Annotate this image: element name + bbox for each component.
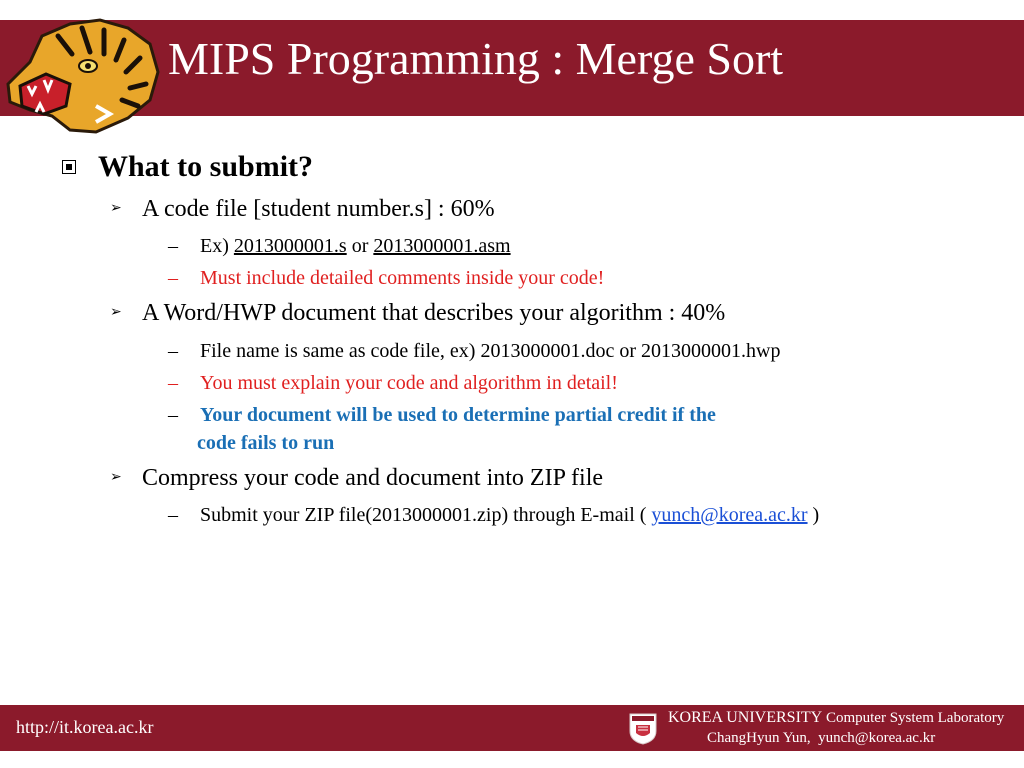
item2-sub2: You must explain your code and algorithm in detail! bbox=[200, 372, 618, 394]
arrow-bullet-icon: ➢ bbox=[110, 469, 122, 485]
list-item bbox=[110, 300, 725, 327]
arrow-bullet-icon: ➢ bbox=[110, 200, 122, 216]
list-item bbox=[110, 465, 603, 492]
item3-text: Compress your code and document into ZIP file bbox=[142, 465, 604, 491]
footer-affiliation bbox=[668, 709, 1004, 727]
slide-title: MIPS Programming : Merge Sort bbox=[168, 33, 784, 84]
list-item bbox=[168, 235, 511, 258]
dash-bullet-icon: – bbox=[168, 404, 178, 426]
list-item bbox=[168, 504, 819, 527]
dash-bullet-icon: – bbox=[168, 504, 178, 526]
heading-text: What to submit? bbox=[98, 150, 314, 183]
list-item bbox=[168, 267, 604, 290]
item1-file1: 2013000001.s bbox=[233, 235, 347, 257]
item3-sub1-prefix: Submit your ZIP file(2013000001.zip) through E-mail ( bbox=[200, 504, 652, 526]
item1-sub2: Must include detailed comments inside your code! bbox=[200, 267, 605, 289]
item1-or: or bbox=[346, 235, 374, 257]
item2-sub3-line2: code fails to run bbox=[197, 432, 335, 454]
korea-crest-icon bbox=[626, 711, 660, 745]
list-item bbox=[168, 404, 716, 427]
dash-bullet-icon: – bbox=[168, 235, 178, 257]
footer-author: ChangHyun Yun, bbox=[707, 730, 811, 746]
item2-text: A Word/HWP document that describes your algorithm : 40% bbox=[142, 300, 726, 326]
dash-bullet-icon: – bbox=[168, 372, 178, 394]
footer-university: KOREA UNIVERSITY bbox=[668, 709, 823, 726]
item1-file2: 2013000001.asm bbox=[373, 235, 511, 257]
footer-bar bbox=[0, 705, 1024, 751]
list-item bbox=[168, 340, 780, 363]
email-link[interactable]: yunch@korea.ac.kr bbox=[651, 504, 808, 526]
list-item bbox=[168, 372, 618, 395]
item2-sub1: File name is same as code file, ex) 2013000001.doc or 2013000001.hwp bbox=[200, 340, 781, 362]
item3-sub1-suffix: ) bbox=[807, 504, 820, 526]
square-bullet-icon bbox=[62, 160, 76, 174]
footer-author-line bbox=[707, 730, 935, 747]
list-item bbox=[110, 196, 495, 223]
heading-what-to-submit bbox=[62, 150, 313, 184]
footer-url: http://it.korea.ac.kr bbox=[16, 717, 154, 737]
item2-sub3-line1: Your document will be used to determine partial credit if the bbox=[200, 404, 716, 426]
footer-email: yunch@korea.ac.kr bbox=[818, 730, 936, 746]
dash-bullet-icon: – bbox=[168, 340, 178, 362]
dash-bullet-icon: – bbox=[168, 267, 178, 289]
item1-sub1-prefix: Ex) bbox=[200, 235, 234, 257]
footer-lab: Computer System Laboratory bbox=[825, 710, 1005, 726]
item1-text: A code file [student number.s] : 60% bbox=[142, 196, 495, 222]
arrow-bullet-icon: ➢ bbox=[110, 304, 122, 320]
